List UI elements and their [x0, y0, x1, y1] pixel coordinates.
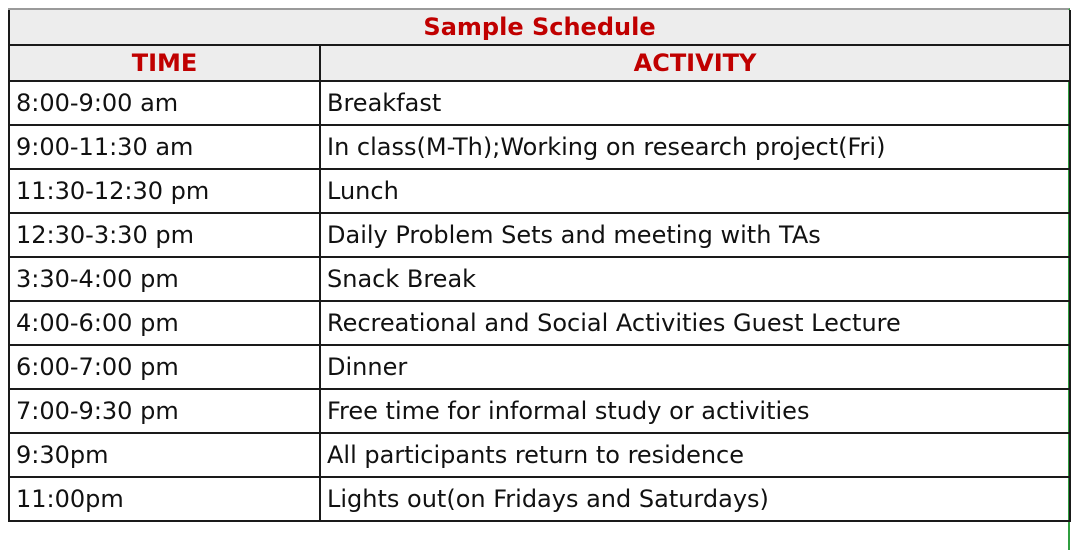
table-row	[9, 213, 1070, 257]
time-cell: 4:00-6:00 pm	[9, 301, 320, 345]
activity-cell: Dinner	[320, 345, 1070, 389]
table-row	[9, 169, 1070, 213]
header-row	[9, 45, 1070, 81]
table-row	[9, 81, 1070, 125]
table-row	[9, 125, 1070, 169]
time-cell: 9:00-11:30 am	[9, 125, 320, 169]
table-row	[9, 301, 1070, 345]
title-row	[9, 10, 1070, 45]
schedule-title: Sample Schedule	[9, 10, 1070, 45]
table-row	[9, 345, 1070, 389]
time-cell: 9:30pm	[9, 433, 320, 477]
table-row	[9, 389, 1070, 433]
activity-cell: Daily Problem Sets and meeting with TAs	[320, 213, 1070, 257]
column-header-activity: ACTIVITY	[320, 45, 1070, 81]
activity-cell: Lights out(on Fridays and Saturdays)	[320, 477, 1070, 521]
table-row	[9, 433, 1070, 477]
column-header-time: TIME	[9, 45, 320, 81]
table-row	[9, 477, 1070, 521]
activity-cell: Recreational and Social Activities Guest Lecture	[320, 301, 1070, 345]
time-cell: 3:30-4:00 pm	[9, 257, 320, 301]
time-cell: 7:00-9:30 pm	[9, 389, 320, 433]
time-cell: 6:00-7:00 pm	[9, 345, 320, 389]
time-cell: 11:30-12:30 pm	[9, 169, 320, 213]
schedule-table	[8, 10, 1071, 522]
schedule-sheet	[8, 8, 1070, 550]
time-cell: 12:30-3:30 pm	[9, 213, 320, 257]
table-row	[9, 257, 1070, 301]
activity-cell: Free time for informal study or activities	[320, 389, 1070, 433]
time-cell: 11:00pm	[9, 477, 320, 521]
time-cell: 8:00-9:00 am	[9, 81, 320, 125]
activity-cell: Lunch	[320, 169, 1070, 213]
activity-cell: In class(M-Th);Working on research project(Fri)	[320, 125, 1070, 169]
activity-cell: Breakfast	[320, 81, 1070, 125]
activity-cell: Snack Break	[320, 257, 1070, 301]
activity-cell: All participants return to residence	[320, 433, 1070, 477]
